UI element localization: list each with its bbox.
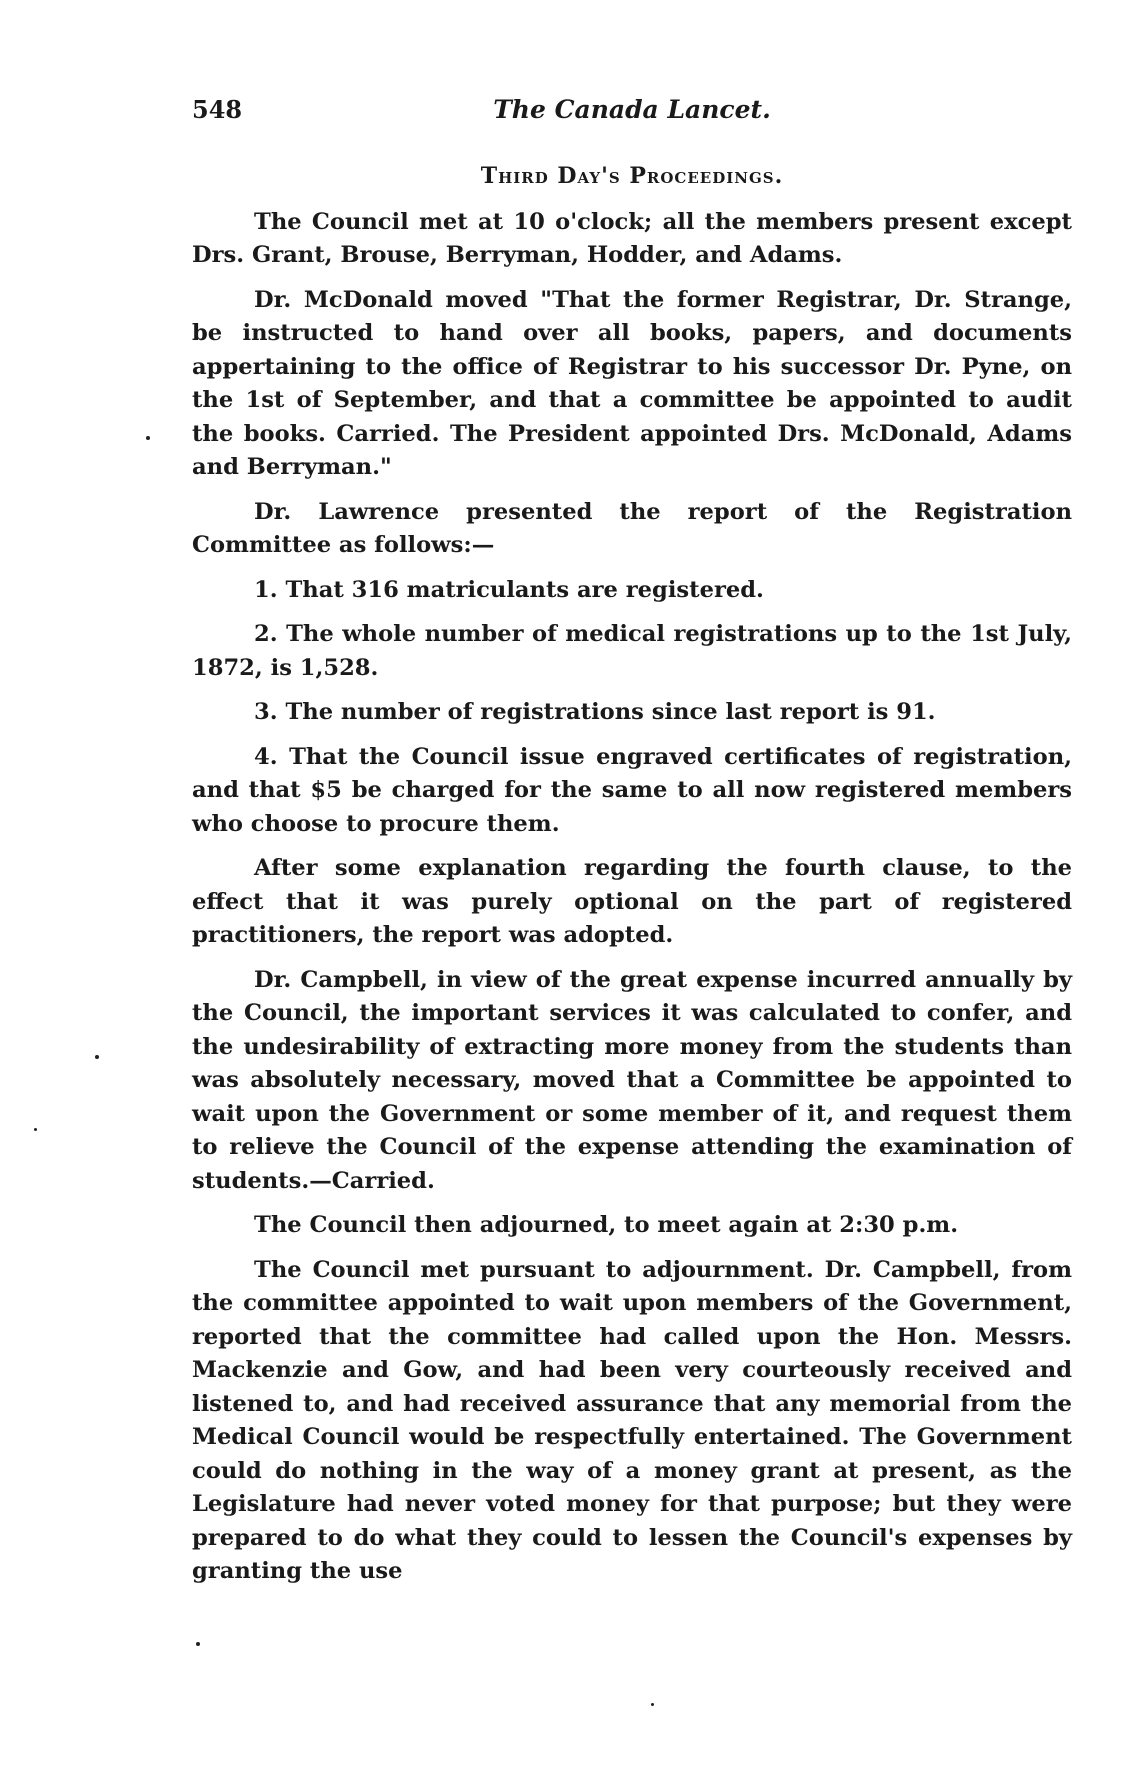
page-number: 548 — [192, 95, 243, 124]
scan-speck — [34, 1128, 37, 1131]
running-title: The Canada Lancet. — [493, 95, 771, 124]
page-header — [192, 95, 1072, 135]
scan-speck — [651, 1703, 654, 1706]
paragraph-afternoon-session: The Council met pursuant to adjournment. Dr. Campbell, from the committee appointed to wait upon members of the Government, reported that the committee had called upon the Hon. Messrs. Mackenzie and Gow, and had been very courteously received and listened to, and had received assurance that any memorial from the Medical Council would be respectfully entertained. The Government could do nothing in the way of a money grant at present, as the Legislature had never voted money for that purpose; but they were prepared to do what they could to lessen the Council's expenses by granting the use — [192, 1256, 1072, 1584]
report-item-4: 4. That the Council issue engraved certificates of registration, and that $5 be charged for the same to all now registered members who choose to procure them. — [192, 743, 1072, 837]
scan-speck — [95, 1055, 99, 1059]
paragraph-council-met: The Council met at 10 o'clock; all the members present except Drs. Grant, Brouse, Berryman, Hodder, and Adams. — [192, 208, 1072, 268]
paragraph-adjourned: The Council then adjourned, to meet again at 2:30 p.m. — [254, 1212, 959, 1238]
paragraph-mcdonald-motion: Dr. McDonald moved "That the former Registrar, Dr. Strange, be instructed to hand over all books, papers, and documents appertaining to the office of Registrar to his successor Dr. Pyne, on the 1st of September, and that a committee be appointed to audit the books. Carried. The President appointed Drs. McDonald, Adams and Berryman." — [192, 286, 1072, 480]
scan-speck — [146, 436, 150, 440]
report-item-1: 1. That 316 matriculants are registered. — [254, 576, 764, 603]
paragraph-fourth-clause: After some explanation regarding the fourth clause, to the effect that it was purely optional on the part of registered practitioners, the report was adopted. — [192, 855, 1072, 948]
paragraph-campbell-motion: Dr. Campbell, in view of the great expense incurred annually by the Council, the important services it was calculated to confer, and the undesirability of extracting more money from the students than was absolutely necessary, moved that a Committee be appointed to wait upon the Government or some member of it, and request them to relieve the Council of the expense attending the examination of students.—Carried. — [192, 966, 1072, 1194]
paragraph-lawrence-report: Dr. Lawrence presented the report of the Registration Committee as follows:— — [192, 498, 1072, 558]
report-item-3: 3. The number of registrations since last report is 91. — [254, 699, 936, 725]
report-item-2: 2. The whole number of medical registrations up to the 1st July, 1872, is 1,528. — [192, 621, 1072, 681]
page-body — [192, 160, 1072, 1600]
scan-speck — [196, 1642, 200, 1646]
section-heading: Third Day's Proceedings. — [480, 163, 784, 189]
